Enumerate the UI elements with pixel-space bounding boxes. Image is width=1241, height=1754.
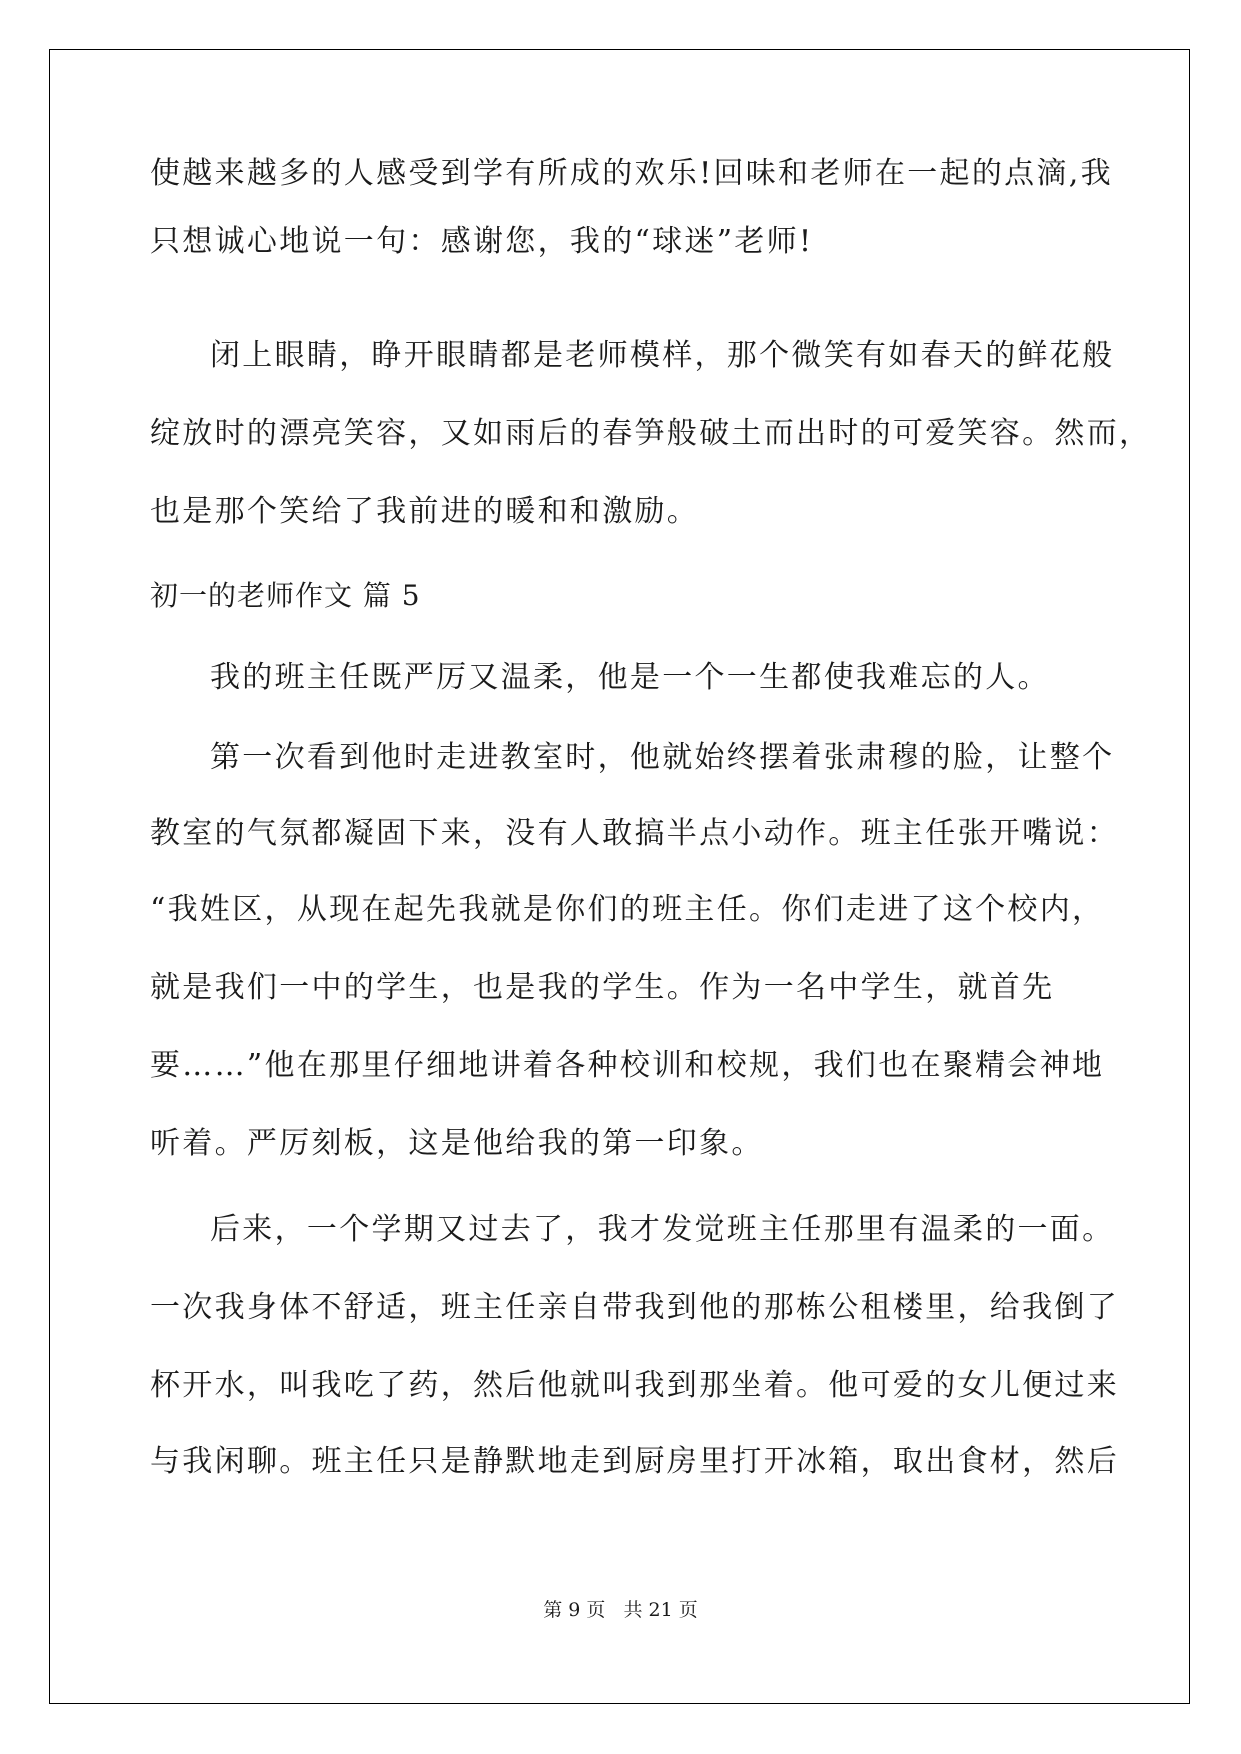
text-line: 也是那个笑给了我前进的暖和和激励。 [150, 494, 700, 529]
text-line: 一次我身体不舒适，班主任亲自带我到他的那栋公租楼里，给我倒了 [150, 1290, 1119, 1325]
text-line: 听着。严厉刻板，这是他给我的第一印象。 [150, 1126, 764, 1161]
text-line: 就是我们一中的学生，也是我的学生。作为一名中学生，就首先 [150, 970, 1055, 1005]
text-line: 与我闲聊。班主任只是静默地走到厨房里打开冰箱，取出食材，然后 [150, 1444, 1119, 1479]
text-line: “我姓区，从现在起先我就是你们的班主任。你们走进了这个校内， [150, 892, 1105, 927]
text-line: 只想诚心地说一句：感谢您，我的“球迷”老师! [150, 224, 814, 259]
text-line: 我的班主任既严厉又温柔，他是一个一生都使我难忘的人。 [210, 660, 1050, 695]
section-heading: 初一的老师作文 篇 5 [150, 579, 421, 612]
text-line: 后来，一个学期又过去了，我才发觉班主任那里有温柔的一面。 [210, 1212, 1115, 1247]
text-line: 要……”他在那里仔细地讲着各种校训和校规，我们也在聚精会神地 [150, 1048, 1105, 1083]
text-line: 杯开水，叫我吃了药，然后他就叫我到那坐着。他可爱的女儿便过来 [150, 1368, 1119, 1403]
text-line: 使越来越多的人感受到学有所成的欢乐!回味和老师在一起的点滴,我 [150, 156, 1113, 191]
text-line: 教室的气氛都凝固下来，没有人敢搞半点小动作。班主任张开嘴说： [150, 816, 1119, 851]
text-line: 第一次看到他时走进教室时，他就始终摆着张肃穆的脸，让整个 [210, 740, 1115, 775]
text-line: 绽放时的漂亮笑容，又如雨后的春笋般破土而出时的可爱笑容。然而， [150, 416, 1152, 451]
page-footer [0, 1598, 1241, 1622]
text-line: 闭上眼睛，睁开眼睛都是老师模样，那个微笑有如春天的鲜花般 [210, 338, 1115, 373]
page-total: 共 21 页 [623, 1599, 698, 1621]
page-number: 第 9 页 [543, 1599, 606, 1621]
